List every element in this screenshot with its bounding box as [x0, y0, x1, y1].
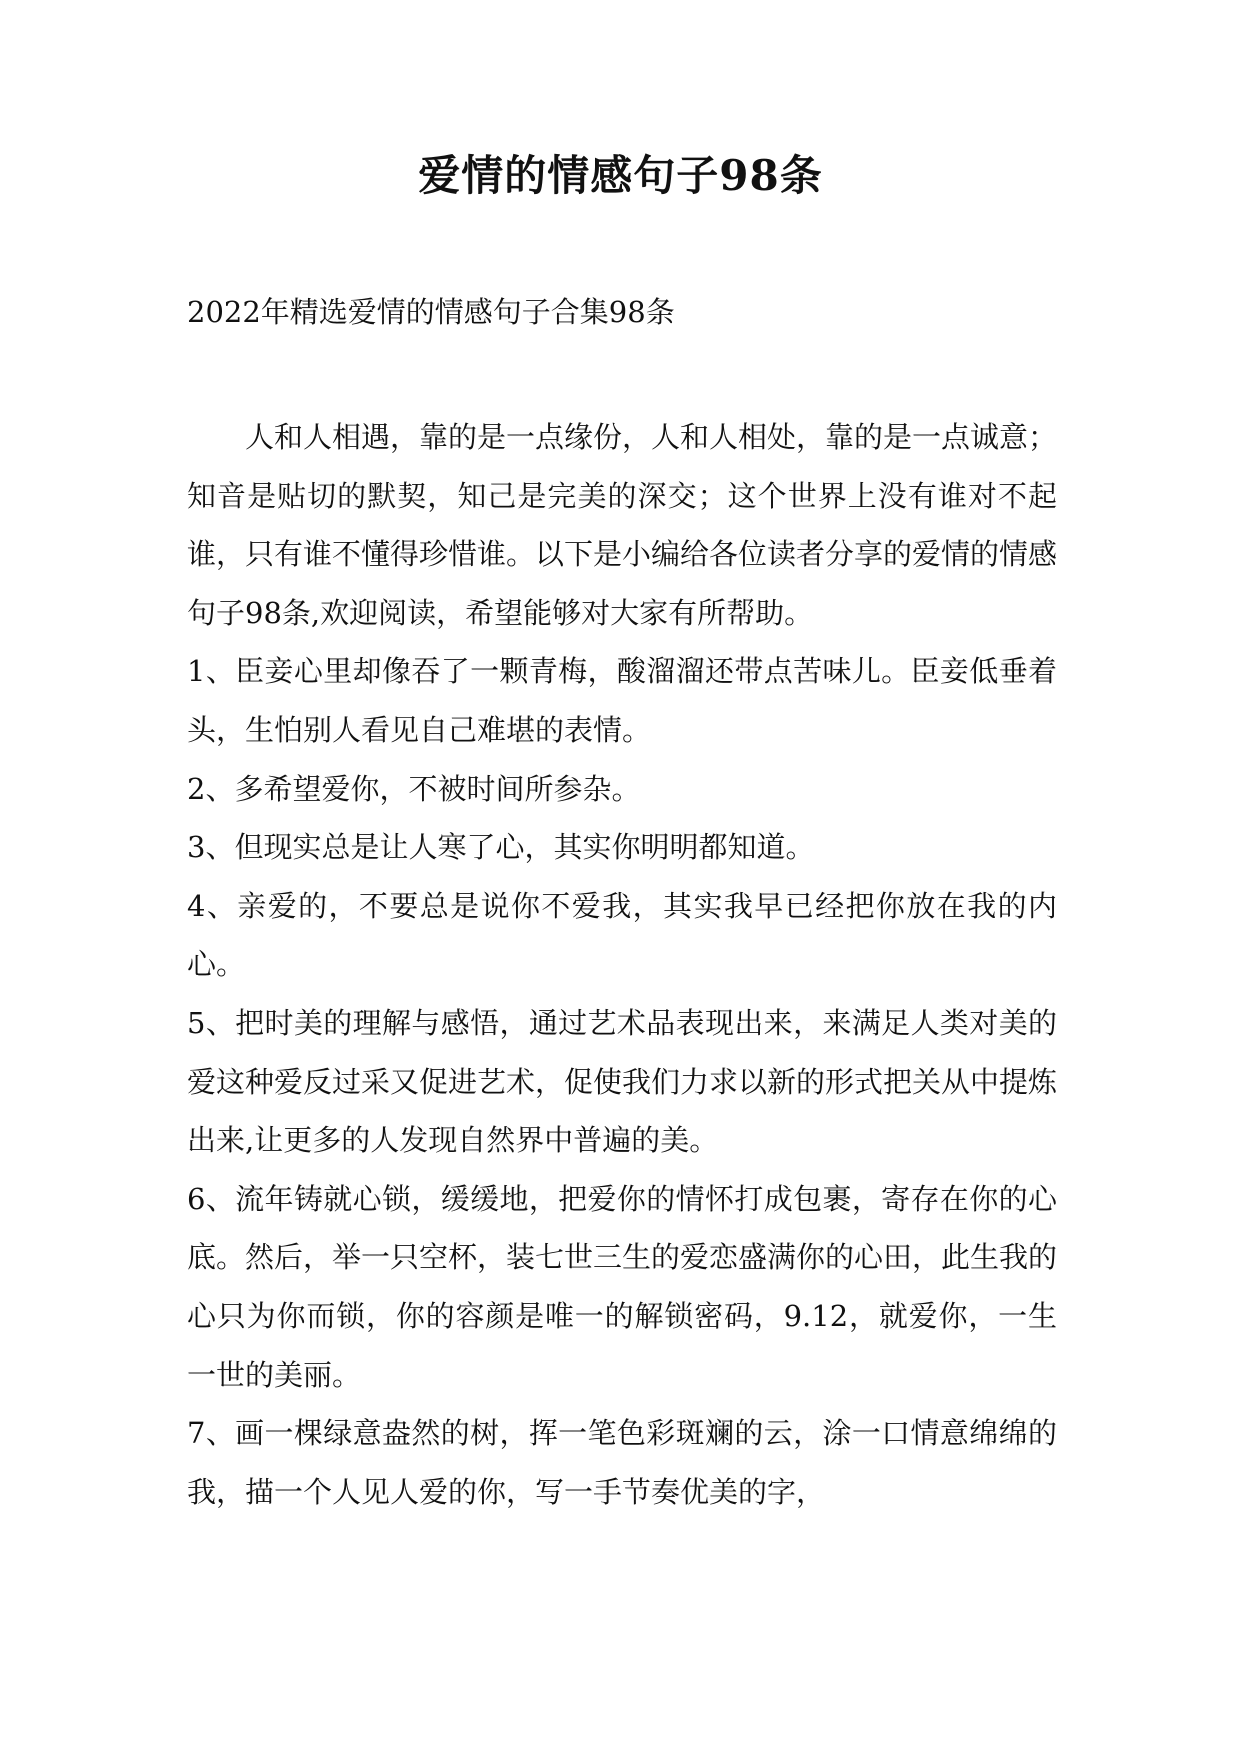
document-body: [187, 408, 1057, 1521]
list-item: 7、画一棵绿意盎然的树，挥一笔色彩斑斓的云，涂一口情意绵绵的我，描一个人见人爱的你，写一手节奏优美的字，: [187, 1416, 1057, 1509]
list-item: 4、亲爱的，不要总是说你不爱我，其实我早已经把你放在我的内心。: [187, 888, 1057, 982]
list-item: 1、臣妾心里却像吞了一颗青梅，酸溜溜还带点苦味儿。臣妾低垂着头，生怕别人看见自己难堪的表情。: [187, 654, 1057, 747]
document-subtitle: 2022年精选爱情的情感句子合集98条: [187, 295, 675, 329]
intro-paragraph: 人和人相遇，靠的是一点缘份，人和人相处，靠的是一点诚意；知音是贴切的默契，知己是完美的深交；这个世界上没有谁对不起谁，只有谁不懂得珍惜谁。以下是小编给各位读者分享的爱情的情感句子98条,欢迎阅读，希望能够对大家有所帮助。: [187, 420, 1058, 630]
list-item: 5、把时美的理解与感悟，通过艺术品表现出来，来满足人类对美的爱这种爱反过采又促进艺术，促使我们力求以新的形式把关从中提炼出来,让更多的人发现自然界中普遍的美。: [187, 1005, 1058, 1158]
document-title: 爱情的情感句子98条: [418, 151, 823, 200]
list-item: 6、流年铸就心锁，缓缓地，把爱你的情怀打成包裹，寄存在你的心底。然后，举一只空杯，装七世三生的爱恋盛满你的心田，此生我的心只为你而锁，你的容颜是唯一的解锁密码，9.12，就爱你，一生一世的美丽。: [187, 1181, 1058, 1392]
list-item: 3、但现实总是让人寒了心，其实你明明都知道。: [187, 830, 815, 865]
list-item: 2、多希望爱你，不被时间所参杂。: [187, 771, 641, 806]
